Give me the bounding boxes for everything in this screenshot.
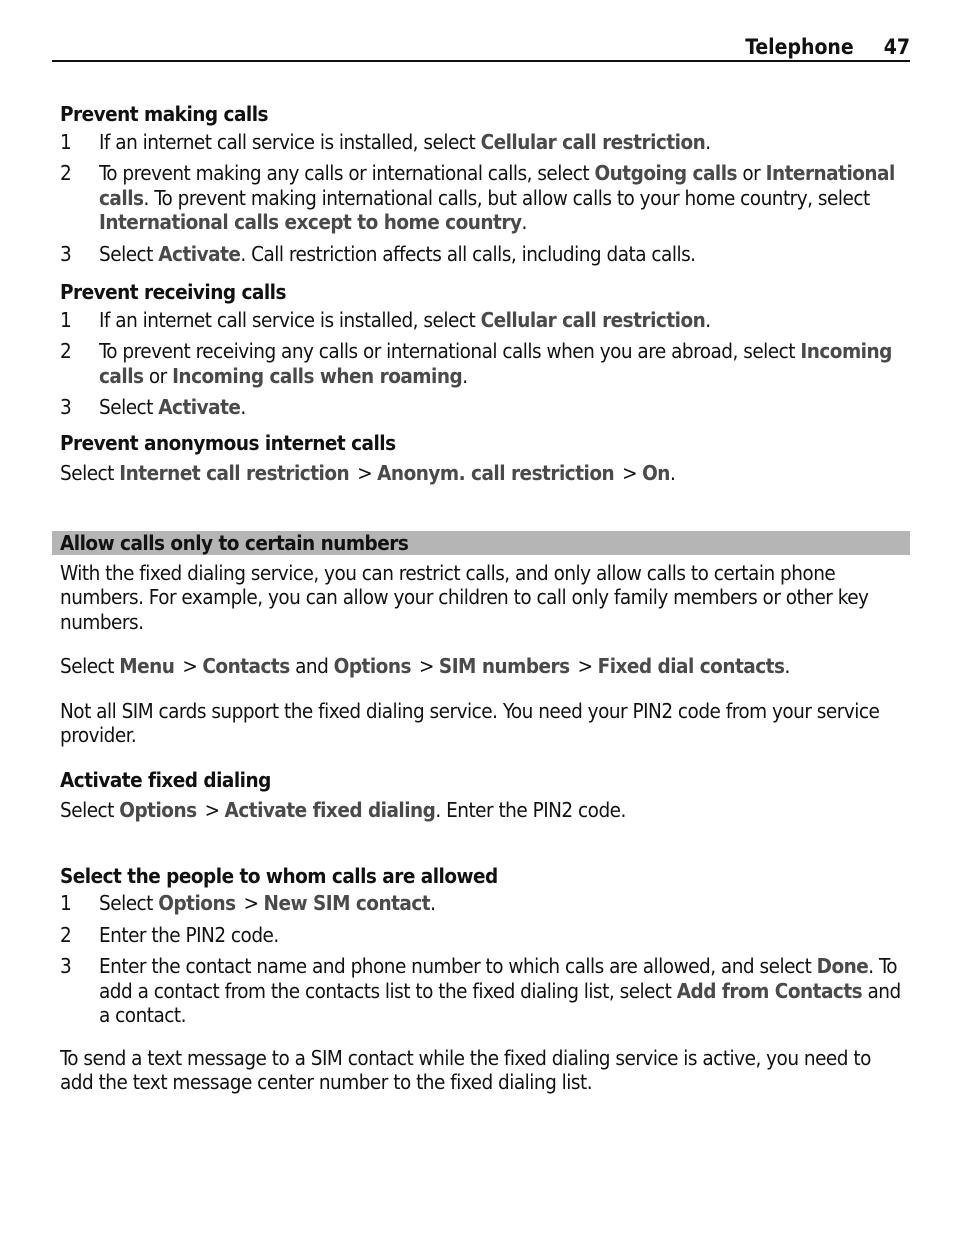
step-text: If an internet call service is installed, select Cellular call restriction.: [99, 129, 711, 154]
ui-term: SIM numbers: [438, 654, 570, 678]
path-separator: >: [182, 654, 198, 678]
menu-path-anonymous: Select Internet call restriction > Anonym. call restriction > On.: [60, 461, 676, 485]
note-paragraph: Not all SIM cards support the fixed dialing service. You need your PIN2 code from your service provider.: [60, 698, 880, 747]
closing-paragraph: To send a text message to a SIM contact while the fixed dialing service is active, you need to add the text message center number to the fixed dialing list.: [60, 1045, 871, 1094]
step-text: Select Options > New SIM contact.: [99, 891, 436, 915]
list-item: [60, 242, 908, 267]
ui-term: International calls: [99, 161, 895, 210]
ui-term: Options: [333, 654, 411, 678]
step-number: 2: [60, 339, 72, 363]
ui-term: Incoming calls: [99, 339, 892, 388]
path-separator: >: [243, 891, 259, 915]
ui-term: Activate: [158, 395, 241, 419]
list-item: [60, 161, 908, 235]
step-text: To prevent receiving any calls or international calls when you are abroad, select Incoming calls or Incoming calls when roaming.: [99, 339, 892, 388]
list-item: [60, 891, 908, 916]
section-title: Telephone: [745, 35, 854, 59]
ui-term: Internet call restriction: [119, 461, 350, 485]
steps-select-people: [60, 891, 908, 1028]
heading-prevent-receiving-calls: Prevent receiving calls: [60, 280, 286, 304]
step-text: If an internet call service is installed, select Cellular call restriction.: [99, 307, 711, 332]
step-number: 2: [60, 922, 72, 947]
running-header: [52, 32, 910, 62]
step-number: 3: [60, 395, 72, 419]
ui-term: International calls except to home country: [99, 210, 522, 234]
page-number: 47: [883, 35, 910, 59]
page-body: [60, 102, 908, 1095]
step-text: Select Activate. Call restriction affects all calls, including data calls.: [99, 241, 696, 266]
step-text: To prevent making any calls or international calls, select Outgoing calls or International calls. To prevent making international calls, but allow calls to your home country, select International calls except to home country.: [99, 161, 895, 234]
path-separator: >: [622, 461, 638, 485]
step-text: Enter the PIN2 code.: [99, 922, 279, 947]
ui-term: Menu: [119, 654, 175, 678]
heading-prevent-anonymous-calls: Prevent anonymous internet calls: [60, 430, 396, 455]
step-number: 3: [60, 241, 72, 266]
step-number: 1: [60, 307, 72, 332]
menu-path-fixed-dial: Select Menu > Contacts and Options > SIM numbers > Fixed dial contacts.: [60, 654, 790, 678]
ui-term: Cellular call restriction: [480, 129, 706, 154]
list-item: [60, 395, 908, 420]
ui-term: Incoming calls when roaming: [172, 363, 463, 388]
ui-term: New SIM contact: [263, 891, 431, 915]
path-separator: >: [577, 654, 593, 678]
ui-term: Add from Contacts: [676, 978, 863, 1003]
step-number: 2: [60, 161, 72, 185]
step-text: Select Activate.: [99, 395, 246, 419]
path-separator: >: [357, 461, 373, 485]
ui-term: Activate fixed dialing: [224, 798, 436, 822]
list-item: [60, 954, 908, 1028]
heading-activate-fixed-dialing: Activate fixed dialing: [60, 767, 271, 792]
list-item: [60, 308, 908, 333]
step-number: 3: [60, 954, 72, 978]
ui-term: Activate: [158, 241, 241, 266]
step-text: Enter the contact name and phone number to which calls are allowed, and select Done. To add a contact from the contacts list to the fixed dialing list, select Add from Contacts and a contact.: [99, 954, 901, 1027]
section-heading-allow-calls: Allow calls only to certain numbers: [52, 531, 910, 555]
ui-term: On: [642, 461, 670, 485]
ui-term: Done: [816, 954, 869, 978]
menu-path-activate: Select Options > Activate fixed dialing. Enter the PIN2 code.: [60, 798, 626, 822]
ui-term: Anonym. call restriction: [377, 461, 615, 485]
step-number: 1: [60, 129, 72, 154]
heading-select-people: Select the people to whom calls are allowed: [60, 863, 498, 888]
steps-prevent-receiving-calls: [60, 308, 908, 420]
intro-paragraph: With the fixed dialing service, you can restrict calls, and only allow calls to certain phone numbers. For example, you can allow your children to call only family members or other key numbers.: [60, 560, 869, 634]
ui-term: Options: [158, 891, 236, 915]
ui-term: Fixed dial contacts: [597, 654, 785, 678]
heading-prevent-making-calls: Prevent making calls: [60, 102, 269, 126]
step-number: 1: [60, 891, 72, 915]
ui-term: Contacts: [202, 654, 290, 678]
list-item: [60, 339, 908, 388]
ui-term: Options: [119, 798, 197, 822]
list-item: [60, 923, 908, 948]
ui-term: Outgoing calls: [594, 161, 738, 185]
path-separator: >: [204, 798, 220, 822]
ui-term: Cellular call restriction: [480, 307, 706, 332]
steps-prevent-making-calls: [60, 130, 908, 267]
path-separator: >: [418, 654, 434, 678]
list-item: [60, 130, 908, 155]
